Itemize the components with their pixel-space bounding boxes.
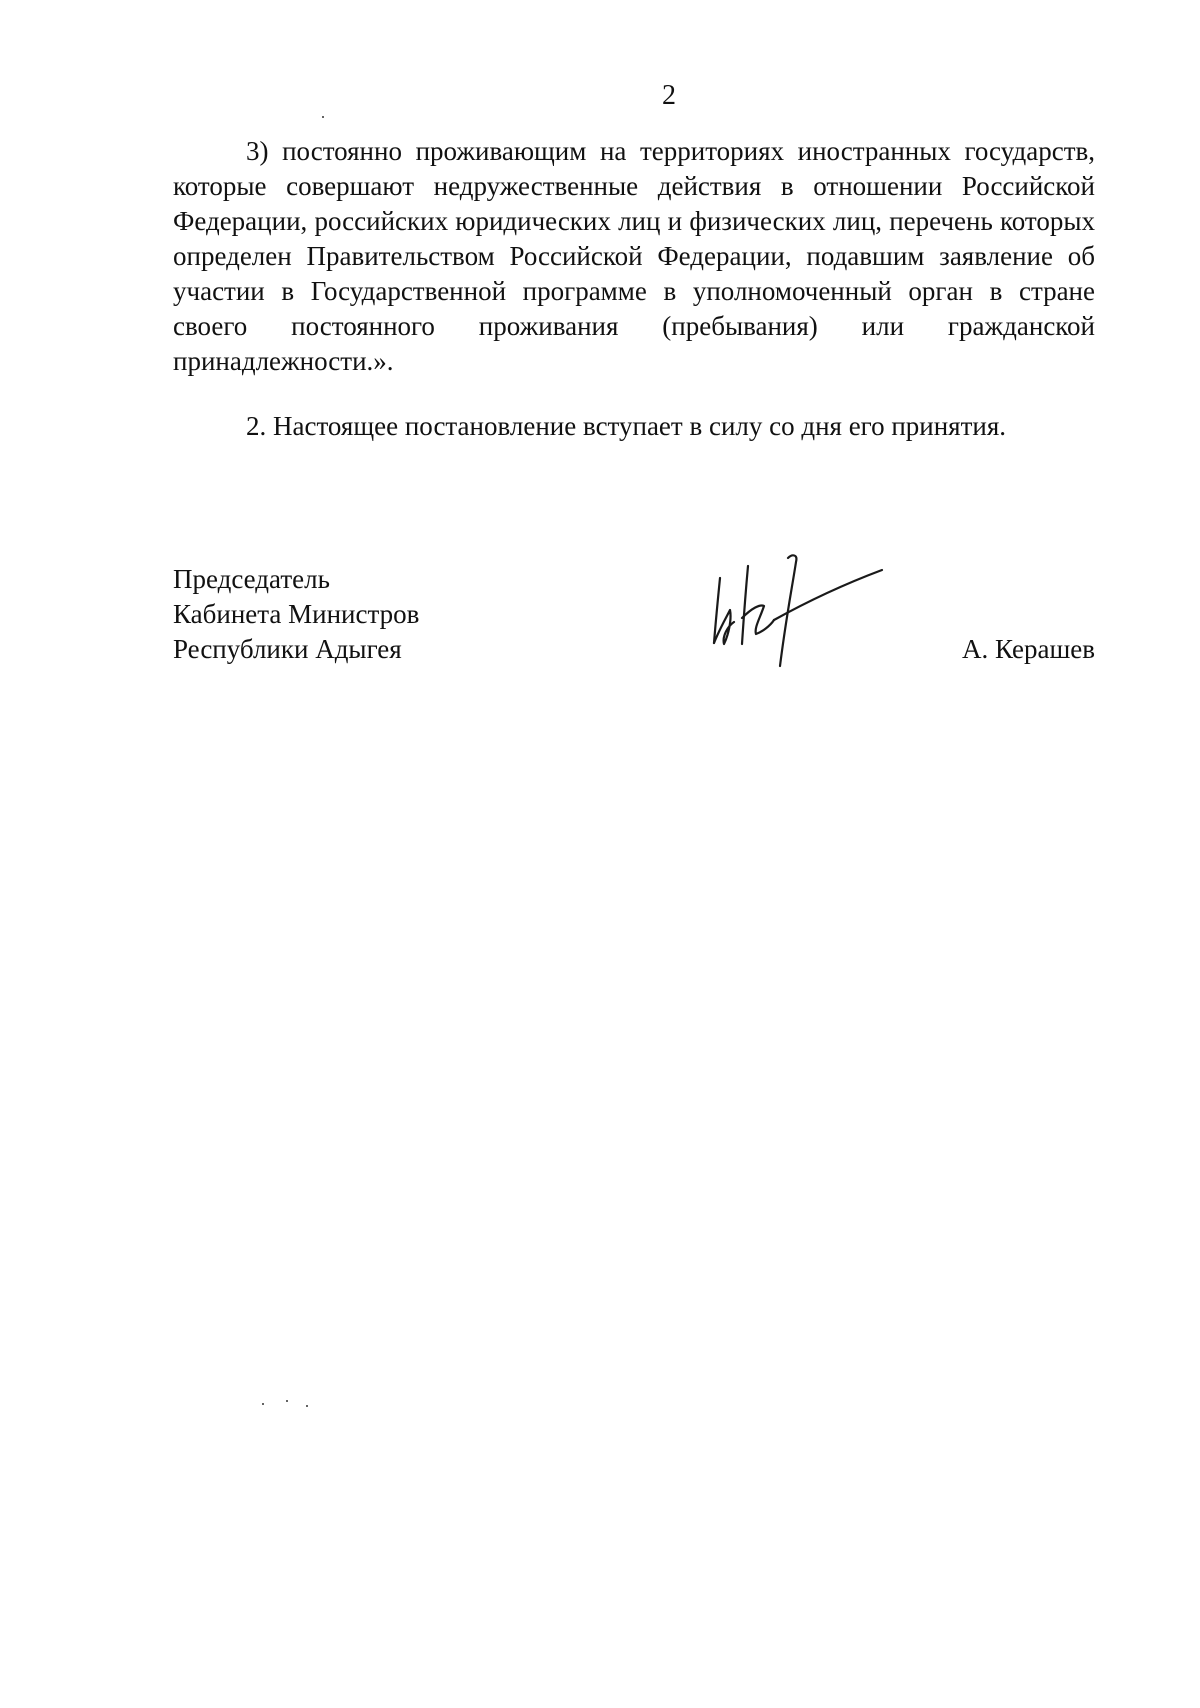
scan-speck (262, 1403, 264, 1405)
handwritten-signature (700, 548, 900, 668)
scan-speck (306, 1405, 308, 1407)
signer-name: А. Керашев (962, 634, 1095, 664)
page-number: 2 (662, 80, 676, 111)
document-body (173, 134, 1095, 444)
paragraph-effective-date: 2. Настоящее постановление вступает в силу со дня его принятия. (246, 411, 1007, 441)
signer-position-line: Председатель (173, 564, 330, 594)
signer-position-line: Кабинета Министров (173, 599, 420, 629)
signer-position-line: Республики Адыгея (173, 634, 402, 664)
paragraph-spacer (173, 379, 1095, 409)
paragraph-item-3: 3) постоянно проживающим на территориях иностранных государств, которые совершают недружественные действия в отношении Российской Федерации, российских юридических лиц и физических лиц, перечень которых определен Правительством Российской Федерации, подавшим заявление об участии в Государственной программе в уполномоченный орган в стране своего постоянного проживания (пребывания) или гражданской принадлежности.». (173, 136, 1095, 376)
scan-speck (322, 116, 324, 118)
scan-speck (286, 1400, 288, 1402)
signature-block (173, 562, 1095, 667)
